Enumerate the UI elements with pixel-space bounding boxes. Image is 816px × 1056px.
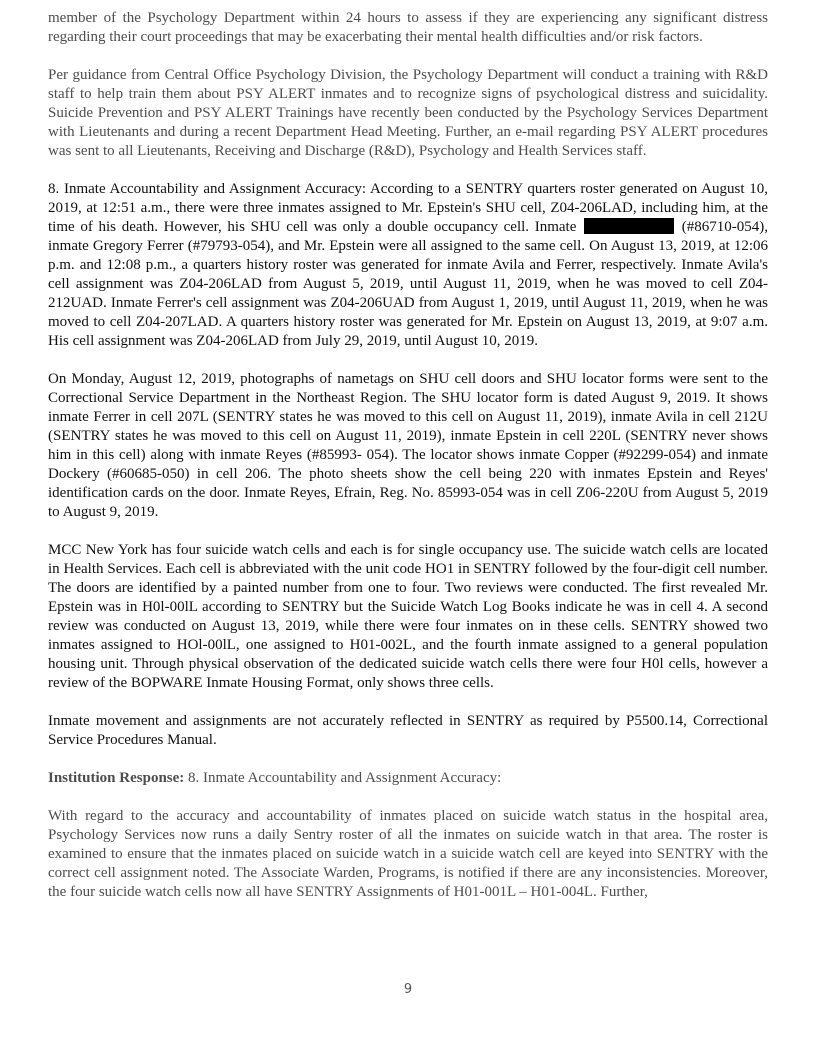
page-number: 9: [403, 982, 413, 997]
institution-response-heading: 8. Inmate Accountability and Assignment Accuracy:: [184, 770, 502, 786]
paragraph-shu-locator: On Monday, August 12, 2019, photographs of nametags on SHU cell doors and SHU locator forms were sent to the Correctional Service Department in the Northeast Region. The SHU locator form is dated August 9, 2019. It shows inmate Ferrer in cell 207L (SENTRY states he was moved to this cell on August 11, 2019), inmate Avila in cell 212U (SENTRY states he was moved to this cell on August 11, 2019), inmate Epstein in cell 220L (SENTRY never shows him in this cell) along with inmate Reyes (#85993- 054). The locator shows inmate Copper (#92299-054) and inmate Dockery (#60685-050) in cell 206. The photo sheets show the cell being 220 with inmates Epstein and Reyes' identification cards on the door. Inmate Reyes, Efrain, Reg. No. 85993-054 was in cell Z06-220U from August 5, 2019 to August 9, 2019.: [48, 371, 768, 520]
paragraph-text: 8. Inmate Accountability and Assignment Accuracy: According to a SENTRY quarters roster generated on August 10, 2019, at 12:51 a.m., there were three inmates assigned to Mr. Epstein's SHU cell, Z04-206LAD, including him, at the time of his death. However, his SHU cell was only a double occupancy cell. Inmate: [48, 181, 768, 235]
paragraph-suicide-watch-cells: MCC New York has four suicide watch cells and each is for single occupancy use. The suicide watch cells are located in Health Services. Each cell is abbreviated with the unit code HO1 in SENTRY followed by the four-digit cell number. The doors are identified by a painted number from one to four. Two reviews were conducted. The first revealed Mr. Epstein was in H0l-00lL according to SENTRY but the Suicide Watch Log Books indicate he was in cell 4. A second review was conducted on August 13, 2019, while there were four inmates on in these cells. SENTRY showed two inmates assigned to HOl-00lL, one assigned to H01-002L, and the fourth inmate assigned to a general population housing unit. Through physical observation of the dedicated suicide watch cells there were four H0l cells, however a review of the BOPWARE Inmate Housing Format, only shows three cells.: [48, 542, 768, 691]
paragraph-institution-response: [48, 769, 768, 788]
paragraph-finding-summary: Inmate movement and assignments are not accurately reflected in SENTRY as required by P5500.14, Correctional Service Procedures Manual.: [48, 713, 768, 748]
paragraph-psychology-assessment: member of the Psychology Department within 24 hours to assess if they are experiencing any significant distress regarding their court proceedings that may be exacerbating their mental health difficulties and/or risk factors.: [48, 10, 768, 45]
redaction-box: [584, 218, 674, 234]
paragraph-inmate-accountability: [48, 180, 768, 351]
institution-response-label: Institution Response:: [48, 770, 185, 786]
document-page: [48, 9, 768, 921]
paragraph-psy-alert-training: Per guidance from Central Office Psychology Division, the Psychology Department will conduct a training with R&D staff to help train them about PSY ALERT inmates and to recognize signs of psychological distress and suicidality. Suicide Prevention and PSY ALERT Trainings have recently been conducted by the Psychology Services Department with Lieutenants and during a recent Department Head Meeting. Further, an e-mail regarding PSY ALERT procedures was sent to all Lieutenants, Receiving and Discharge (R&D), Psychology and Health Services staff.: [48, 67, 768, 159]
paragraph-text: (#86710-054), inmate Gregory Ferrer (#79793-054), and Mr. Epstein were all assigned to the same cell. On August 13, 2019, at 12:06 p.m. and 12:08 p.m., a quarters history roster was generated for inmate Avila and Ferrer, respectively. Inmate Avila's cell assignment was Z04-206LAD from August 5, 2019, until August 11, 2019, when he was moved to cell Z04-212UAD. Inmate Ferrer's cell assignment was Z04-206UAD from August 1, 2019, until August 11, 2019, when he was moved to cell Z04-207LAD. A quarters history roster was generated for Mr. Epstein on August 13, 2019, at 9:07 a.m. His cell assignment was Z04-206LAD from July 29, 2019, until August 10, 2019.: [48, 219, 769, 349]
paragraph-response-details: With regard to the accuracy and accountability of inmates placed on suicide watch status in the hospital area, Psychology Services now runs a daily Sentry roster of all the inmates on suicide watch in that area. The roster is examined to ensure that the inmates placed on suicide watch in a suicide watch cell are keyed into SENTRY with the correct cell assignment noted. The Associate Warden, Programs, is notified if there are any inconsistencies. Moreover, the four suicide watch cells now all have SENTRY Assignments of H01-001L – H01-004L. Further,: [48, 808, 768, 900]
